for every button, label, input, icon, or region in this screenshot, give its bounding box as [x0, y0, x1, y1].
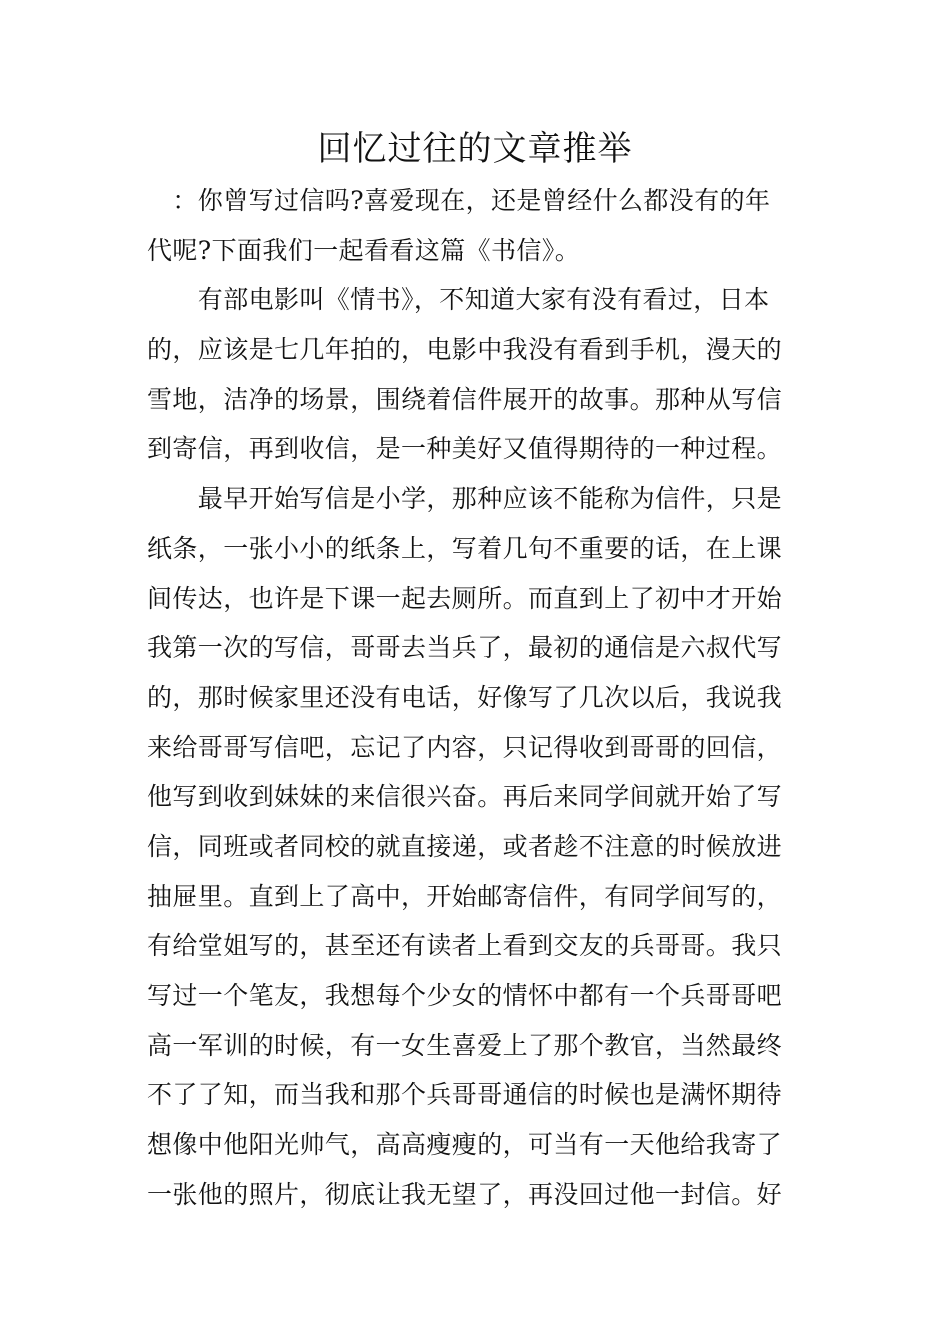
text-line: 抽屉里。直到上了高中，开始邮寄信件，有同学间写的， [147, 881, 783, 911]
text-line: 最早开始写信是小学，那种应该不能称为信件，只是 [147, 484, 783, 514]
text-line: ：你曾写过信吗?喜爱现在，还是曾经什么都没有的年 [147, 186, 771, 215]
text-line: 雪地，洁净的场景，围绕着信件展开的故事。那种从写信 [147, 384, 783, 414]
text-line: 想像中他阳光帅气，高高瘦瘦的，可当有一天他给我寄了 [147, 1130, 783, 1160]
text-line: 代呢?下面我们一起看看这篇《书信》。 [147, 235, 581, 265]
text-line: 的，应该是七几年拍的，电影中我没有看到手机，漫天的 [147, 335, 783, 365]
document-title: 回忆过往的文章推举 [317, 129, 633, 169]
text-line: 一张他的照片，彻底让我无望了，再没回过他一封信。好 [147, 1179, 783, 1209]
text-line: 的，那时候家里还没有电话，好像写了几次以后，我说我 [147, 682, 783, 712]
text-line: 他写到收到妹妹的来信很兴奋。再后来同学间就开始了写 [147, 782, 783, 812]
text-line: 到寄信，再到收信，是一种美好又值得期待的一种过程。 [147, 434, 783, 464]
text-line: 有部电影叫《情书》，不知道大家有没有看过，日本 [147, 285, 770, 315]
text-line: 不了了知，而当我和那个兵哥哥通信的时候也是满怀期待 [147, 1080, 783, 1110]
document-body [147, 176, 807, 1219]
text-line: 写过一个笔友，我想每个少女的情怀中都有一个兵哥哥吧 [147, 981, 783, 1010]
text-line: 信，同班或者同校的就直接递，或者趁不注意的时候放进 [147, 831, 783, 861]
text-line: 我第一次的写信，哥哥去当兵了，最初的通信是六叔代写 [147, 633, 783, 663]
text-line: 有给堂姐写的，甚至还有读者上看到交友的兵哥哥。我只 [147, 931, 783, 961]
text-line: 间传达，也许是下课一起去厕所。而直到上了初中才开始 [147, 583, 783, 613]
text-line: 纸条，一张小小的纸条上，写着几句不重要的话，在上课 [147, 533, 783, 563]
text-line: 高一军训的时候，有一女生喜爱上了那个教官，当然最终 [147, 1030, 783, 1060]
text-line: 来给哥哥写信吧，忘记了内容，只记得收到哥哥的回信， [147, 732, 783, 762]
